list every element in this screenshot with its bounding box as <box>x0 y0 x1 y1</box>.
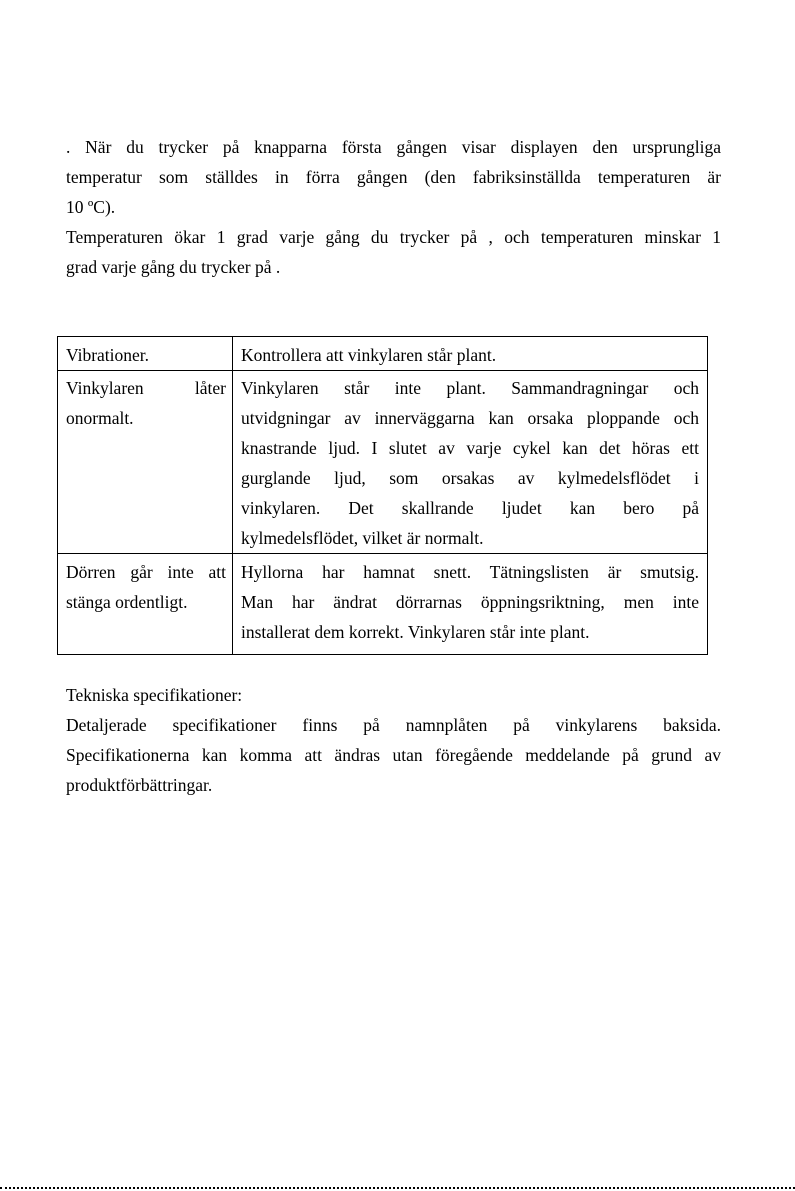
temperature-instructions <box>66 132 721 282</box>
problem-text: Vibrationer. <box>66 345 150 365</box>
text-line: Temperaturen ökar 1 grad varje gång du trycker på , och temperaturen minskar 1 <box>66 227 721 247</box>
solution-cell <box>233 337 708 371</box>
problem-cell <box>58 554 233 655</box>
solution-text: Hyllorna har hamnat snett. Tätningslisten är smutsig. <box>241 562 699 582</box>
solution-text: utvidgningar av innerväggarna kan orsaka ploppande och <box>241 408 699 428</box>
section-heading: Tekniska specifikationer: <box>66 685 243 705</box>
solution-text: gurglande ljud, som orsakas av kylmedelsflödet i <box>241 468 699 488</box>
problem-cell <box>58 337 233 371</box>
solution-text: Kontrollera att vinkylaren står plant. <box>241 345 497 365</box>
solution-cell <box>233 554 708 655</box>
text-line: . När du trycker på knapparna första gången visar displayen den ursprungliga <box>66 137 721 157</box>
text-line: 10 ºC). <box>66 197 116 217</box>
table-row <box>58 337 708 371</box>
solution-text: Vinkylaren står inte plant. Sammandragningar och <box>241 378 699 398</box>
text-line: produktförbättringar. <box>66 775 213 795</box>
text-line: temperatur som ställdes in förra gången (den fabriksinställda temperaturen är <box>66 167 721 187</box>
problem-text: onormalt. <box>66 408 134 428</box>
problem-text: Dörren går inte att <box>66 562 226 582</box>
problem-cell <box>58 371 233 554</box>
text-line: grad varje gång du trycker på . <box>66 257 281 277</box>
solution-text: knastrande ljud. I slutet av varje cykel kan det höras ett <box>241 438 699 458</box>
problem-text: stänga ordentligt. <box>66 592 188 612</box>
table-row <box>58 554 708 655</box>
text-line: Detaljerade specifikationer finns på namnplåten på vinkylarens baksida. <box>66 715 721 735</box>
bottom-dotted-rule <box>0 1187 795 1189</box>
technical-specifications <box>66 680 721 800</box>
solution-text: vinkylaren. Det skallrande ljudet kan bero på <box>241 498 699 518</box>
solution-cell <box>233 371 708 554</box>
problem-text: Vinkylaren låter <box>66 378 226 398</box>
table-row <box>58 371 708 554</box>
troubleshooting-table <box>57 336 708 655</box>
solution-text: installerat dem korrekt. Vinkylaren står inte plant. <box>241 622 590 642</box>
text-line: Specifikationerna kan komma att ändras utan föregående meddelande på grund av <box>66 745 721 765</box>
solution-text: Man har ändrat dörrarnas öppningsriktning, men inte <box>241 592 699 612</box>
solution-text: kylmedelsflödet, vilket är normalt. <box>241 528 484 548</box>
